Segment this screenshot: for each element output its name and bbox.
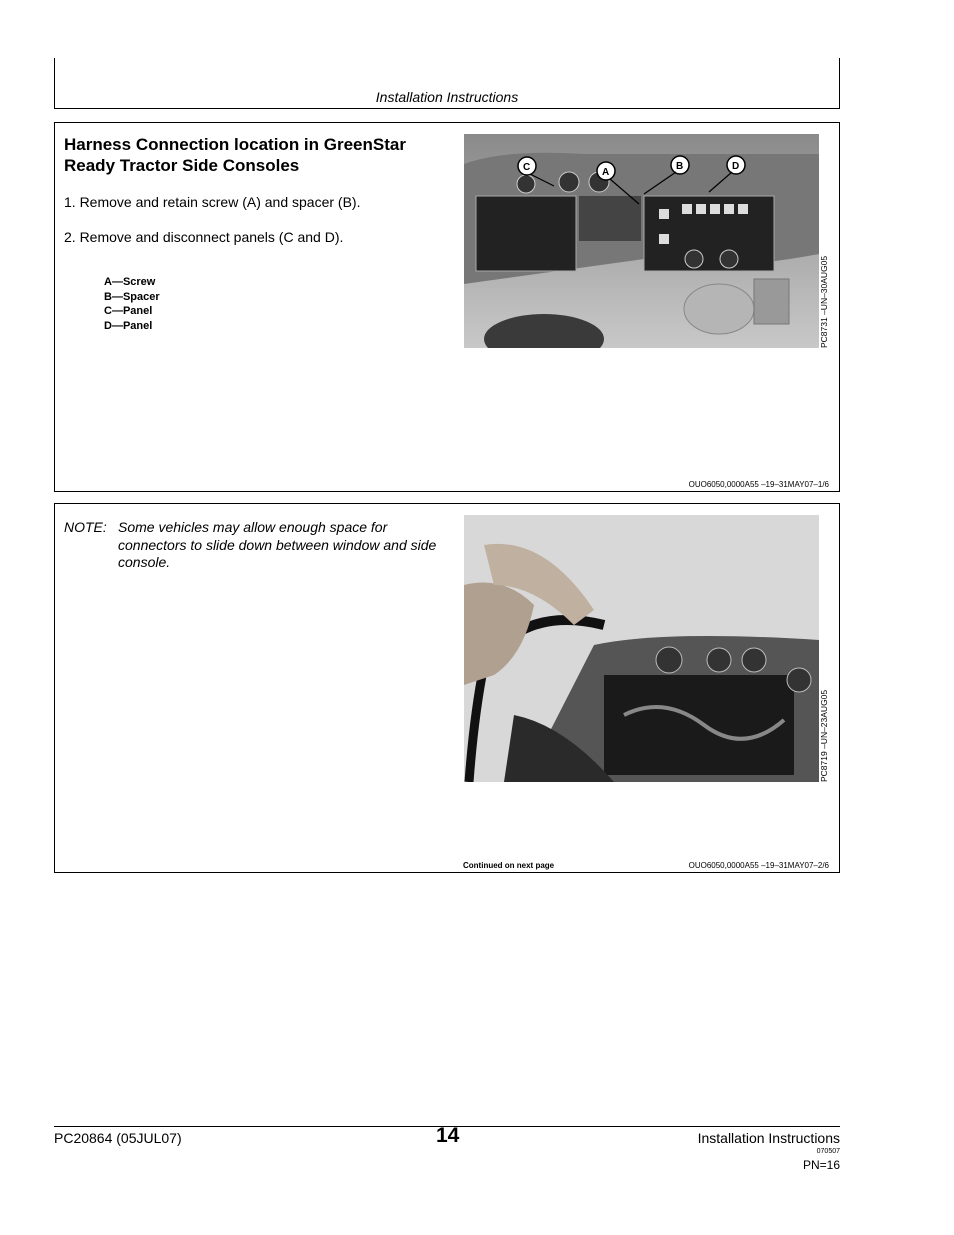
step-list: [64, 194, 360, 264]
footer-doc-number: PC20864 (05JUL07): [54, 1130, 182, 1146]
callout-c: C: [523, 162, 531, 173]
footer-date: 070507: [816, 1148, 840, 1155]
continued-label: Continued on next page: [463, 861, 555, 870]
harness-photo: [464, 515, 819, 782]
harness-photo-illustration: [464, 515, 819, 782]
photo-id: PC8719 –UN–23AUG05: [819, 689, 829, 782]
note-label: NOTE:: [64, 519, 107, 535]
legend-d: D—Panel: [104, 319, 153, 332]
reference-code: OUO6050,0000A55 –19–31MAY07–2/6: [688, 861, 829, 870]
console-photo-illustration: [464, 134, 819, 348]
section-title: Harness Connection location in GreenStar Ready Tractor Side Consoles: [64, 135, 406, 175]
header-title: Installation Instructions: [375, 89, 519, 105]
photo-id: PC8731 –UN–30AUG05: [819, 255, 829, 348]
reference-code: OUO6050,0000A55 –19–31MAY07–1/6: [688, 480, 829, 489]
note-text: Some vehicles may allow enough space for connectors to slide down between window and side console.: [118, 519, 437, 570]
footer-pn: PN=16: [802, 1158, 840, 1172]
callout-a: A: [602, 167, 610, 178]
step-2: 2. Remove and disconnect panels (C and D).: [64, 229, 344, 245]
callout-d: D: [732, 161, 740, 172]
footer-title: Installation Instructions: [697, 1130, 840, 1146]
legend-c: C—Panel: [104, 305, 153, 317]
step-1: 1. Remove and retain screw (A) and spacer (B).: [64, 194, 361, 210]
legend-a: A—Screw: [104, 276, 156, 288]
callout-legend: [104, 275, 160, 333]
page-header: [54, 58, 840, 109]
page-number: 14: [436, 1124, 460, 1147]
legend-b: B—Spacer: [104, 290, 160, 303]
console-photo: [464, 134, 819, 348]
section-note: [54, 503, 840, 873]
section-harness-connection: [54, 122, 840, 492]
callout-b: B: [676, 161, 684, 172]
